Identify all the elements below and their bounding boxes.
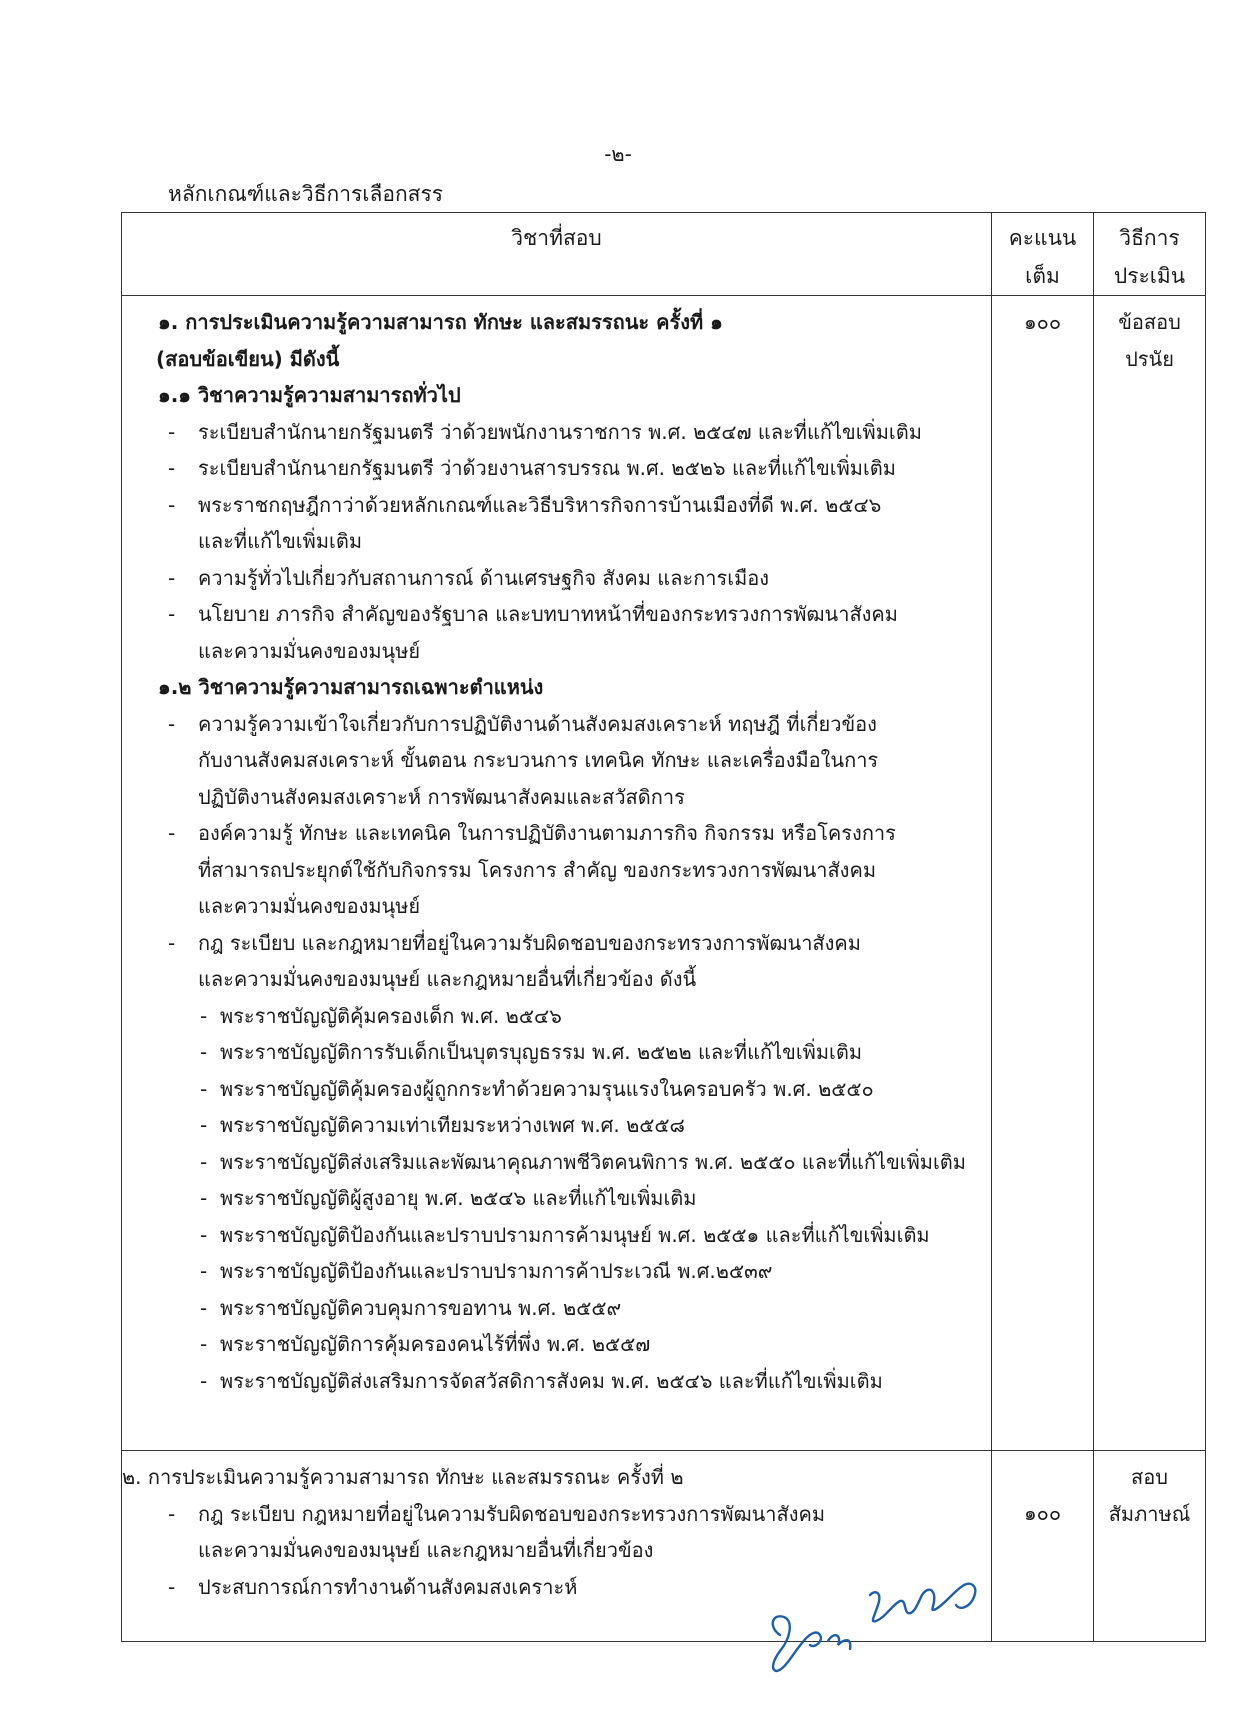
list-item xyxy=(122,450,991,487)
bullet-dash: - xyxy=(168,565,176,590)
law-item-text: พระราชบัญญัติความเท่าเทียมระหว่างเพศ พ.ศ. ๒๕๕๘ xyxy=(220,1113,685,1137)
list-item xyxy=(122,925,991,998)
list-item xyxy=(122,487,991,560)
header-method: วิธีการ ประเมิน xyxy=(1094,213,1206,296)
section2-row xyxy=(122,1451,1206,1642)
law-item xyxy=(122,1144,991,1181)
page-number: -๒- xyxy=(604,142,632,166)
law-item xyxy=(122,1290,991,1327)
list-item-line: ปฏิบัติงานสังคมสงเคราะห์ การพัฒนาสังคมและสวัสดิการ xyxy=(198,784,685,809)
list-item-text xyxy=(198,706,991,816)
bullet-dash: - xyxy=(168,1501,176,1526)
list-item-line: ความรู้ทั่วไปเกี่ยวกับสถานการณ์ ด้านเศรษฐกิจ สังคม และการเมือง xyxy=(198,565,770,590)
signature xyxy=(750,1565,990,1675)
sub2-list xyxy=(122,706,991,998)
list-item xyxy=(122,1496,991,1569)
sub2-title: ๑.๒ วิชาความรู้ความสามารถเฉพาะตำแหน่ง xyxy=(158,675,544,699)
list-item xyxy=(122,706,991,816)
section2-method: สอบ สัมภาษณ์ xyxy=(1094,1451,1206,1642)
law-item-text: พระราชบัญญัติส่งเสริมการจัดสวัสดิการสังคม พ.ศ. ๒๕๔๖ และที่แก้ไขเพิ่มเติม xyxy=(220,1368,883,1393)
bullet-dash: - xyxy=(200,1003,208,1028)
sub1-list xyxy=(122,414,991,670)
sub1-title: ๑.๑ วิชาความรู้ความสามารถทั่วไป xyxy=(158,383,461,407)
law-item-text: พระราชบัญญัติส่งเสริมและพัฒนาคุณภาพชีวิตคนพิการ พ.ศ. ๒๕๕๐ และที่แก้ไขเพิ่มเติม xyxy=(220,1149,966,1174)
list-item-line: ประสบการณ์การทำงานด้านสังคมสงเคราะห์ xyxy=(198,1574,578,1599)
bullet-dash: - xyxy=(168,492,176,517)
list-item-text xyxy=(198,487,991,560)
bullet-dash: - xyxy=(200,1149,208,1174)
section2-title: ๒. การประเมินความรู้ความสามารถ ทักษะ และสมรรถนะ ครั้งที่ ๒ xyxy=(122,1465,684,1489)
bullet-dash: - xyxy=(168,602,176,626)
list-item-line: กฎ ระเบียบ กฎหมายที่อยู่ในความรับผิดชอบของกระทรวงการพัฒนาสังคม xyxy=(198,1501,826,1526)
bullet-dash: - xyxy=(200,1259,208,1283)
law-item-text: พระราชบัญญัติการคุ้มครองคนไร้ที่พึ่ง พ.ศ. ๒๕๕๗ xyxy=(220,1332,651,1356)
bullet-dash: - xyxy=(200,1076,208,1101)
law-item-text: พระราชบัญญัติป้องกันและปราบปรามการค้าประเวณี พ.ศ.๒๕๓๙ xyxy=(220,1259,773,1283)
bullet-dash: - xyxy=(200,1222,208,1247)
list-item-line: กับงานสังคมสงเคราะห์ ขั้นตอน กระบวนการ เทคนิค ทักษะ และเครื่องมือในการ xyxy=(198,748,879,772)
list-item-line: นโยบาย ภารกิจ สำคัญของรัฐบาล และบทบาทหน้าที่ของกระทรวงการพัฒนาสังคม xyxy=(198,602,898,626)
law-item xyxy=(122,1217,991,1254)
list-item-line: และที่แก้ไขเพิ่มเติม xyxy=(198,529,363,553)
section1-row xyxy=(122,296,1206,1451)
list-item-text xyxy=(198,1496,991,1569)
exam-criteria-table xyxy=(121,212,1206,1642)
law-item-text: พระราชบัญญัติคุ้มครองเด็ก พ.ศ. ๒๕๔๖ xyxy=(220,1003,562,1028)
list-item xyxy=(122,815,991,925)
law-item-text: พระราชบัญญัติคุ้มครองผู้ถูกกระทำด้วยความรุนแรงในครอบครัว พ.ศ. ๒๕๕๐ xyxy=(220,1076,874,1101)
list-item-line: ระเบียบสำนักนายกรัฐมนตรี ว่าด้วยงานสารบรรณ พ.ศ. ๒๕๒๖ และที่แก้ไขเพิ่มเติม xyxy=(198,456,896,480)
bullet-dash: - xyxy=(200,1113,208,1137)
list-item-text xyxy=(198,815,991,925)
law-item xyxy=(122,1107,991,1144)
section1-content xyxy=(122,296,992,1451)
section1-score: ๑๐๐ xyxy=(992,296,1094,1451)
law-item xyxy=(122,1253,991,1290)
list-item-line: และความมั่นคงของมนุษย์ และกฎหมายอื่นที่เกี่ยวข้อง xyxy=(198,1538,654,1562)
header-subject: วิชาที่สอบ xyxy=(122,213,992,296)
list-item-text xyxy=(198,925,991,998)
law-item-text: พระราชบัญญัติป้องกันและปราบปรามการค้ามนุษย์ พ.ศ. ๒๕๕๑ และที่แก้ไขเพิ่มเติม xyxy=(220,1222,930,1247)
law-item xyxy=(122,1363,991,1400)
list-item-line: และความมั่นคงของมนุษย์ xyxy=(198,638,421,663)
bullet-dash: - xyxy=(200,1332,208,1356)
bullet-dash: - xyxy=(200,1295,208,1320)
list-item-line: ระเบียบสำนักนายกรัฐมนตรี ว่าด้วยพนักงานราชการ พ.ศ. ๒๕๔๗ และที่แก้ไขเพิ่มเติม xyxy=(198,419,922,444)
list-item-line: กฎ ระเบียบ และกฎหมายที่อยู่ในความรับผิดชอบของกระทรวงการพัฒนาสังคม xyxy=(198,930,861,955)
table-header-row xyxy=(122,213,1206,296)
list-item-line: พระราชกฤษฎีกาว่าด้วยหลักเกณฑ์และวิธีบริหารกิจการบ้านเมืองที่ดี พ.ศ. ๒๕๔๖ xyxy=(198,492,882,517)
law-item xyxy=(122,1071,991,1108)
section2-score: ๑๐๐ xyxy=(992,1451,1094,1642)
bullet-dash: - xyxy=(168,711,176,736)
document-heading: หลักเกณฑ์และวิธีการเลือกสรร xyxy=(168,182,444,206)
bullet-dash: - xyxy=(168,821,176,845)
law-item xyxy=(122,1034,991,1071)
list-item-text xyxy=(198,450,991,487)
list-item xyxy=(122,414,991,451)
list-item-line: องค์ความรู้ ทักษะ และเทคนิค ในการปฏิบัติงานตามภารกิจ กิจกรรม หรือโครงการ xyxy=(198,821,896,845)
bullet-dash: - xyxy=(200,1186,208,1210)
bullet-dash: - xyxy=(168,456,176,480)
bullet-dash: - xyxy=(168,419,176,444)
bullet-dash: - xyxy=(200,1368,208,1393)
bullet-dash: - xyxy=(200,1040,208,1064)
list-item-line: ที่สามารถประยุกต์ใช้กับกิจกรรม โครงการ สำคัญ ของกระทรวงการพัฒนาสังคม xyxy=(198,857,877,882)
list-item-text xyxy=(198,560,991,597)
section1-title: ๑. การประเมินความรู้ความสามารถ ทักษะ และสมรรถนะ ครั้งที่ ๑ xyxy=(158,310,723,334)
bullet-dash: - xyxy=(168,1574,176,1599)
list-item xyxy=(122,560,991,597)
list-item xyxy=(122,596,991,669)
law-item-text: พระราชบัญญัติผู้สูงอายุ พ.ศ. ๒๕๔๖ และที่แก้ไขเพิ่มเติม xyxy=(220,1186,697,1210)
law-item xyxy=(122,998,991,1035)
law-item-text: พระราชบัญญัติการรับเด็กเป็นบุตรบุญธรรม พ.ศ. ๒๕๒๒ และที่แก้ไขเพิ่มเติม xyxy=(220,1040,863,1064)
list-item-line: ความรู้ความเข้าใจเกี่ยวกับการปฏิบัติงานด้านสังคมสงเคราะห์ ทฤษฎี ที่เกี่ยวข้อง xyxy=(198,711,877,736)
law-item xyxy=(122,1180,991,1217)
section1-title-cont: (สอบข้อเขียน) มีดังนี้ xyxy=(156,346,340,371)
law-item-text: พระราชบัญญัติควบคุมการขอทาน พ.ศ. ๒๕๕๙ xyxy=(220,1295,622,1320)
bullet-dash: - xyxy=(168,930,176,955)
law-item xyxy=(122,1326,991,1363)
list-item-text xyxy=(198,596,991,669)
law-list xyxy=(122,998,991,1400)
list-item-line: และความมั่นคงของมนุษย์ xyxy=(198,894,421,918)
list-item-line: และความมั่นคงของมนุษย์ และกฎหมายอื่นที่เกี่ยวข้อง ดังนี้ xyxy=(198,967,697,991)
list-item-text xyxy=(198,414,991,451)
section1-method: ข้อสอบ ปรนัย xyxy=(1094,296,1206,1451)
header-score: คะแนน เต็ม xyxy=(992,213,1094,296)
